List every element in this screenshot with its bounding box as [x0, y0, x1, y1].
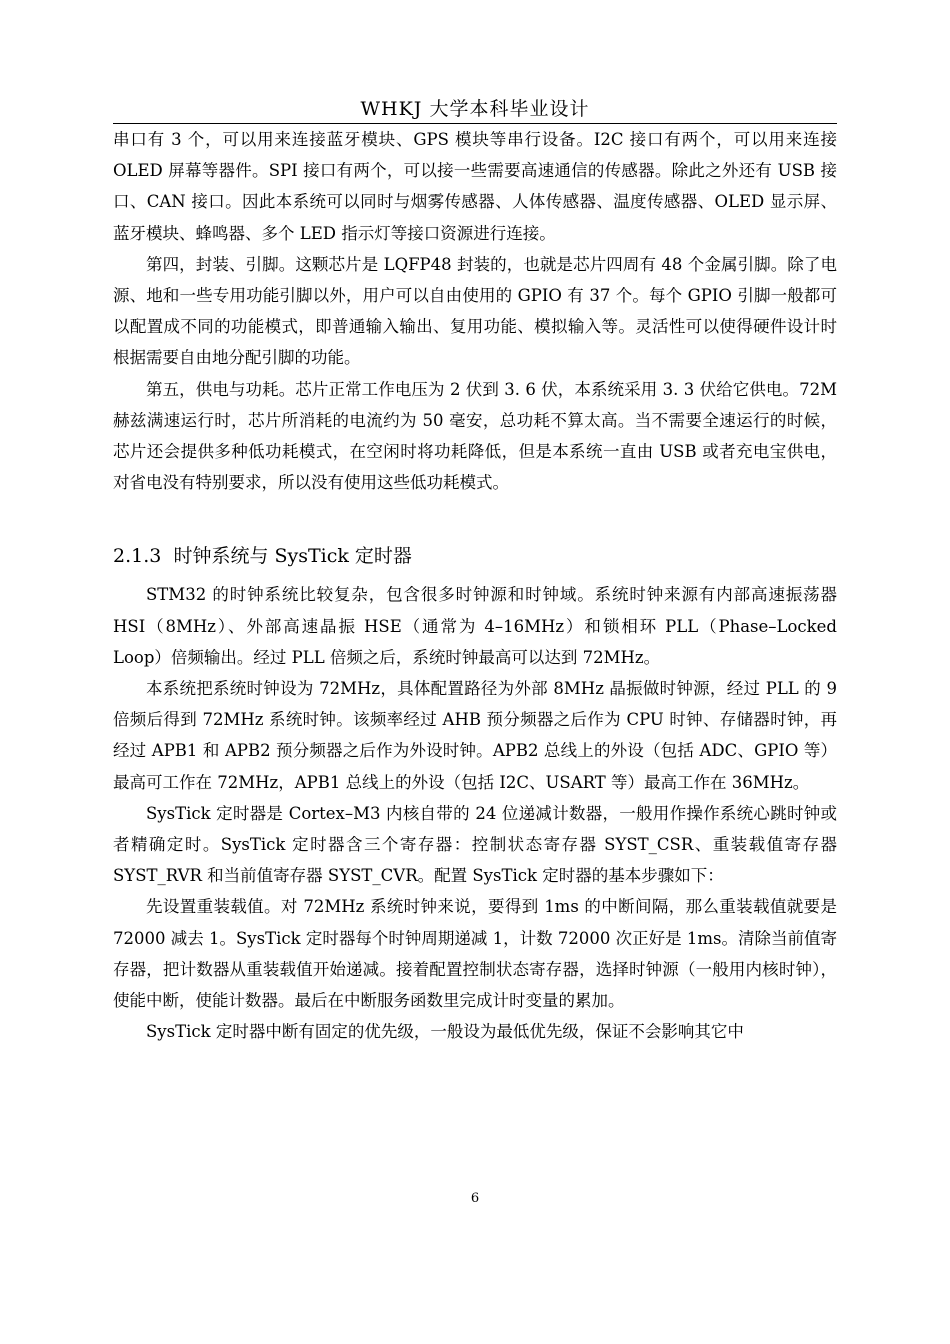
section-title: 时钟系统与 SysTick 定时器 — [173, 545, 412, 568]
paragraph-systick-intro: SysTick 定时器是 Cortex–M3 内核自带的 24 位递减计数器，一般用作操作系统心跳时钟或者精确定时。SysTick 定时器含三个寄存器：控制状态寄存器 SYST_CSR、重装载值寄存器 SYST_RVR 和当前值寄存器 SYST_CVR。配置 SysTick 定时器的基本步骤如下： — [113, 803, 837, 886]
page-number: 6 — [470, 1191, 480, 1206]
paragraph-package-pins: 第四，封装、引脚。这颗芯片是 LQFP48 封装的，也就是芯片四周有 48 个金属引脚。除了电源、地和一些专用功能引脚以外，用户可以自由使用的 GPIO 有 37 个。每个 GPIO 引脚一般都可以配置成不同的功能模式，即普通输入输出、复用功能、模拟输入等。灵活性可以使得硬件设计时根据需要自由地分配引脚的功能。 — [113, 254, 837, 368]
paragraph-power-consumption: 第五，供电与功耗。芯片正常工作电压为 2 伏到 3. 6 伏，本系统采用 3. 3 伏给它供电。72M 赫兹满速运行时，芯片所消耗的电流约为 50 毫安，总功耗不算太高。当不需要全速运行的时候，芯片还会提供多种低功耗模式，在空闲时将功耗降低，但是本系统一直由 USB 或者充电宝供电，对省电没有特别要求，所以没有使用这些低功耗模式。 — [113, 379, 837, 493]
paragraph-systick-steps: 先设置重装载值。对 72MHz 系统时钟来说，要得到 1ms 的中断间隔，那么重装载值就要是 72000 减去 1。SysTick 定时器每个时钟周期递减 1，计数 72000 次正好是 1ms。清除当前值寄存器，把计数器从重装载值开始递减。接着配置控制状态寄存器，选择时钟源（一般用内核时钟），使能中断，使能计数器。最后在中断服务函数里完成计时变量的累加。 — [113, 897, 837, 1011]
paragraph-clock-sources: STM32 的时钟系统比较复杂，包含很多时钟源和时钟域。系统时钟来源有内部高速振荡器 HSI（8MHz）、外部高速晶振 HSE（通常为 4–16MHz）和锁相环 PLL（Phase–Locked Loop）倍频输出。经过 PLL 倍频之后，系统时钟最高可以达到 72MHz。 — [113, 585, 837, 667]
paragraph-systick-priority: SysTick 定时器中断有固定的优先级，一般设为最低优先级，保证不会影响其它中 — [146, 1022, 744, 1042]
page-header: WHKJ 大学本科毕业设计 — [113, 95, 837, 124]
section-number: 2.1.3 — [113, 545, 162, 568]
paragraph-continued: 串口有 3 个，可以用来连接蓝牙模块、GPS 模块等串行设备。I2C 接口有两个，可以用来连接 OLED 屏幕等器件。SPI 接口有两个，可以接一些需要高速通信的传感器。除此之外还有 USB 接口、CAN 接口。因此本系统可以同时与烟雾传感器、人体传感器、温度传感器、OLED 显示屏、蓝牙模块、蜂鸣器、多个 LED 指示灯等接口资源进行连接。 — [113, 130, 837, 243]
section-heading — [113, 541, 837, 571]
paragraph-clock-config: 本系统把系统时钟设为 72MHz，具体配置路径为外部 8MHz 晶振做时钟源，经过 PLL 的 9 倍频后得到 72MHz 系统时钟。该频率经过 AHB 预分频器之后作为 CPU 时钟、存储器时钟，再经过 APB1 和 APB2 预分频器之后作为外设时钟。APB2 总线上的外设（包括 ADC、GPIO 等）最高可工作在 72MHz，APB1 总线上的外设（包括 I2C、USART 等）最高工作在 36MHz。 — [113, 679, 837, 792]
document-body — [113, 124, 837, 1047]
